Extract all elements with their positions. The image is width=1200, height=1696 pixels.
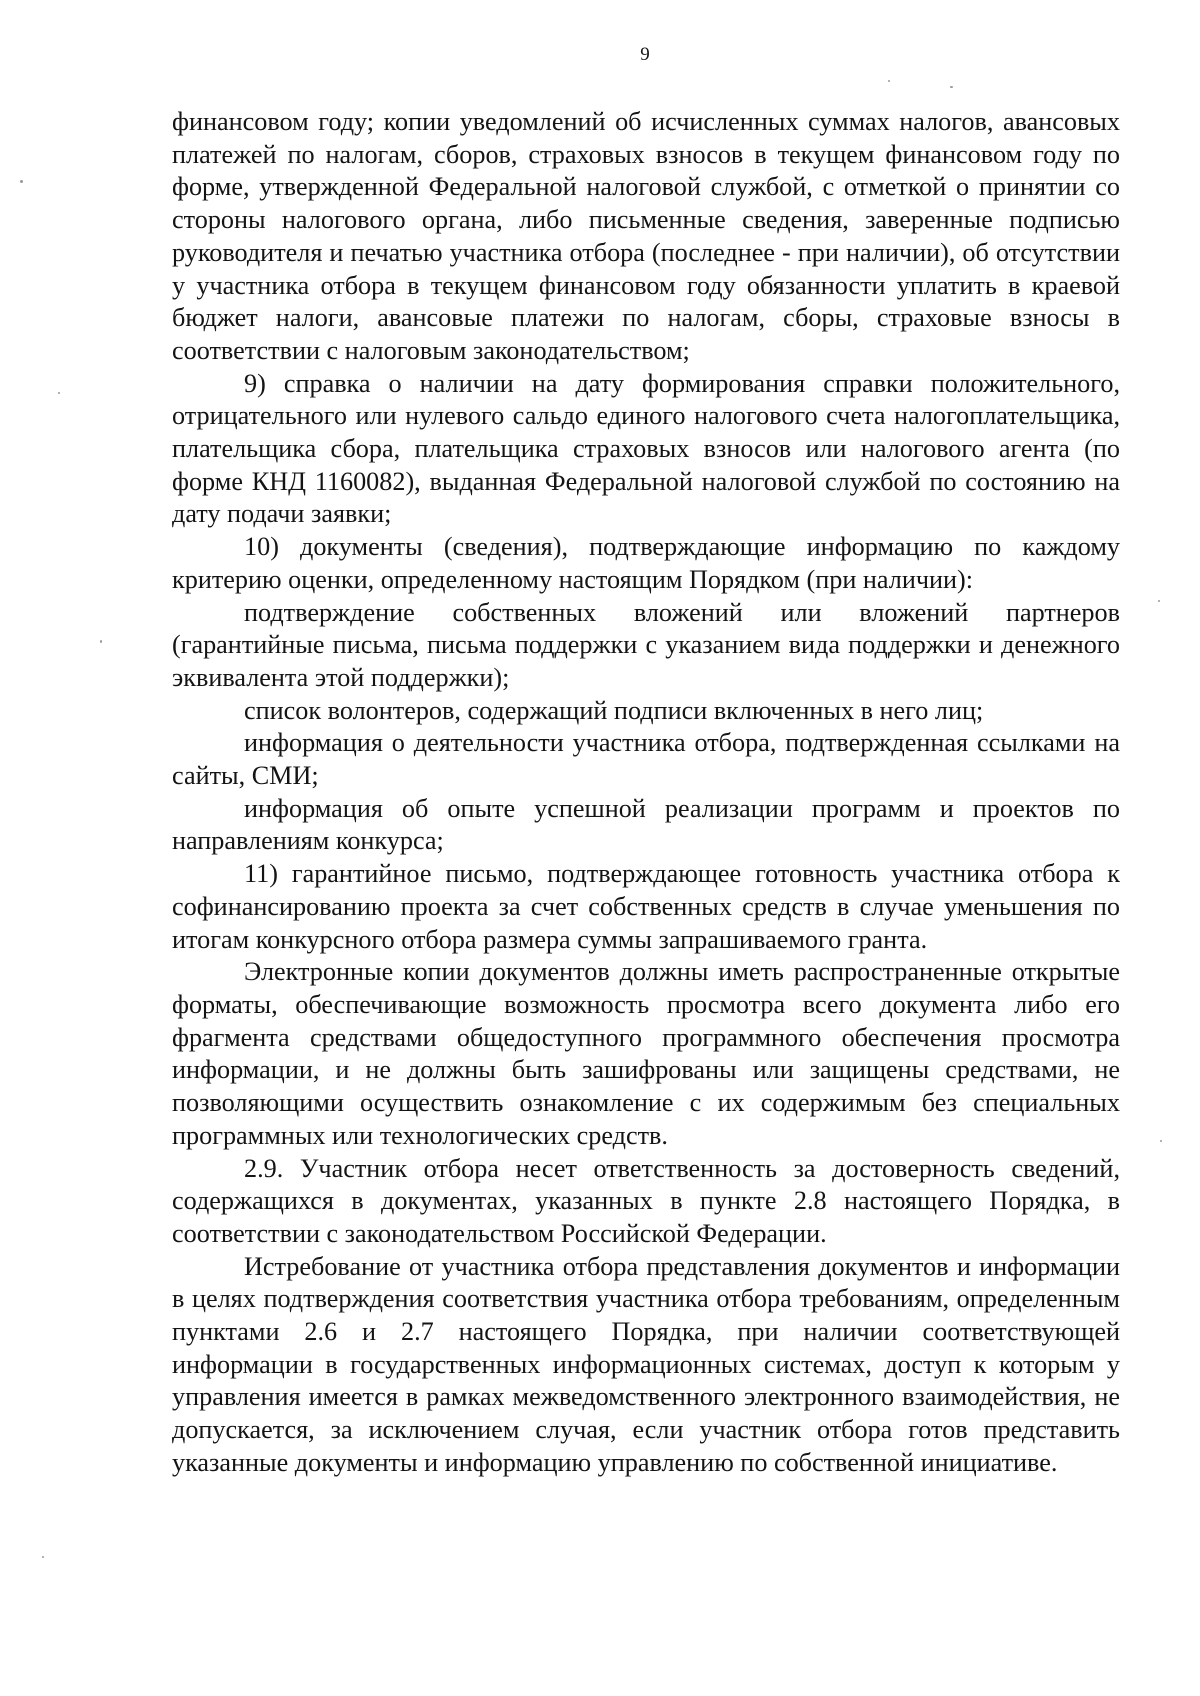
scan-speck — [20, 180, 23, 183]
paragraph-activity-information: информация о деятельности участника отбора, подтвержденная ссылками на сайты, СМИ; — [172, 728, 1120, 791]
paragraph-volunteer-list: список волонтеров, содержащий подписи включенных в него лиц; — [244, 695, 984, 725]
paragraph-tax-notices-continuation: финансовом году; копии уведомлений об исчисленных суммах налогов, авансовых платежей по налогам, сборов, страховых взносов в текущем финансовом году по форме, утвержденной Федеральной налоговой службой, с отметкой о принятии со стороны налогового органа, либо письменные сведения, заверенные подписью руководителя и печатью участника отбора (последнее - при наличии), об отсутствии у участника отбора в текущем финансовом году обязанности уплатить в краевой бюджет налоги, авансовые платежи по налогам, сборы, страховые взносы в соответствии с налоговым законодательством; — [172, 107, 1120, 365]
paragraph-electronic-copies: Электронные копии документов должны иметь распространенные открытые форматы, обеспечивающие возможность просмотра всего документа либо его фрагмента средствами общедоступного программного обеспечения просмотра информации, и не должны быть зашифрованы или защищены средствами, не позволяющими осуществить ознакомление с их содержимым без специальных программных или технологических средств. — [172, 957, 1120, 1150]
scan-speck — [1160, 1140, 1162, 1142]
paragraph-item-11-guarantee-letter: 11) гарантийное письмо, подтверждающее готовность участника отбора к софинансированию проекта за счет собственных средств в случае уменьшения по итогам конкурсного отбора размера суммы запрашиваемого гранта. — [172, 859, 1120, 954]
scan-speck — [888, 80, 890, 82]
paragraph-own-investments-confirmation: подтверждение собственных вложений или вложений партнеров (гарантийные письма, письма поддержки с указанием вида поддержки и денежного эквивалента этой поддержки); — [172, 597, 1120, 692]
paragraph-document-request-restriction: Истребование от участника отбора представления документов и информации в целях подтверждения соответствия участника отбора требованиям, определенным пунктами 2.6 и 2.7 настоящего Порядка, при наличии соответствующей информации в государственных информационных системах, доступ к которым у управления имеется в рамках межведомственного электронного взаимодействия, не допускается, за исключением случая, если участник отбора готов представить указанные документы и информацию управлению по собственной инициативе. — [172, 1251, 1120, 1477]
scan-speck — [42, 1556, 44, 1558]
document-body — [172, 106, 1120, 1480]
scan-speck — [100, 640, 102, 643]
paragraph-item-9-tax-balance-certificate: 9) справка о наличии на дату формирования справки положительного, отрицательного или нулевого сальдо единого налогового счета налогоплательщика, плательщика сбора, плательщика страховых взносов или налогового агента (по форме КНД 1160082), выданная Федеральной налоговой службой по состоянию на дату подачи заявки; — [172, 368, 1120, 529]
scan-speck — [58, 392, 60, 394]
paragraph-item-10-evaluation-documents: 10) документы (сведения), подтверждающие информацию по каждому критерию оценки, определенному настоящим Порядком (при наличии): — [172, 532, 1120, 594]
page-number: 9 — [640, 44, 650, 65]
paragraph-section-2-9-responsibility: 2.9. Участник отбора несет ответственность за достоверность сведений, содержащихся в документах, указанных в пункте 2.8 настоящего Порядка, в соответствии с законодательством Российской Федерации. — [172, 1153, 1120, 1248]
paragraph-experience-information: информация об опыте успешной реализации программ и проектов по направлениям конкурса; — [172, 793, 1120, 856]
scan-speck — [1158, 600, 1160, 602]
scan-speck — [950, 86, 953, 88]
